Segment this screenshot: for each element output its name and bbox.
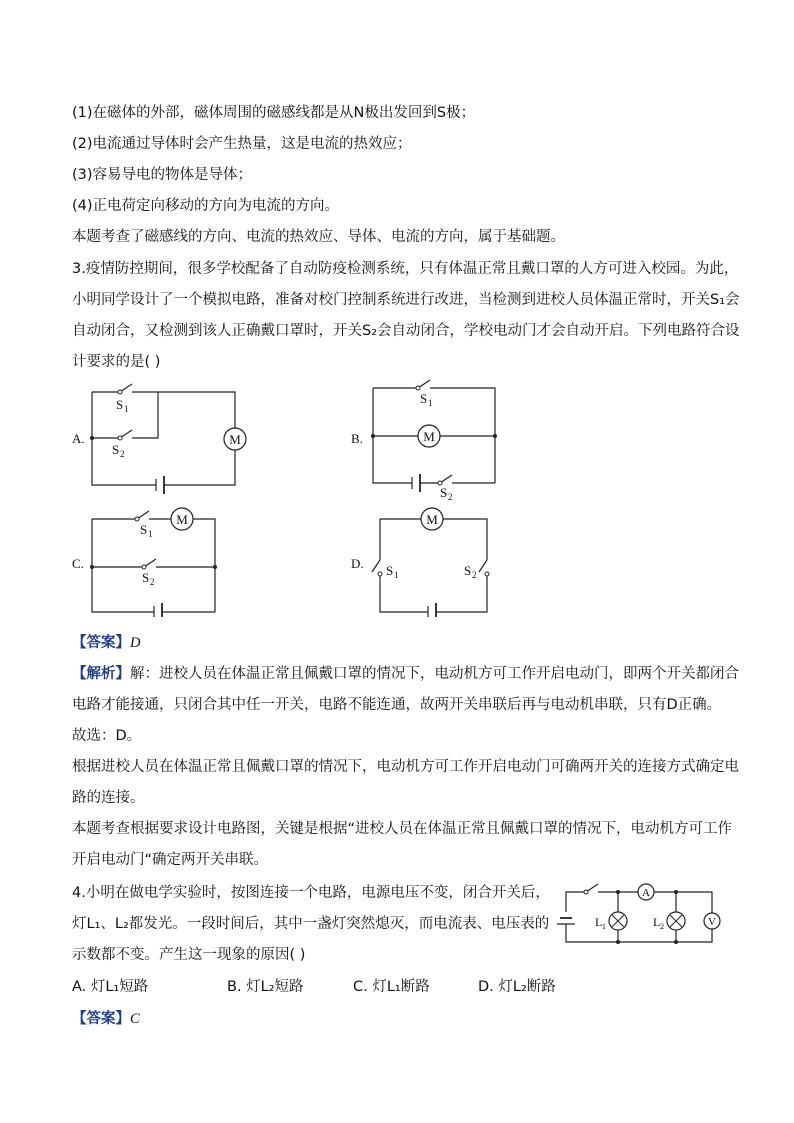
svg-text:1: 1 [428, 398, 433, 408]
note-1: (1)在磁体的外部，磁体周围的磁感线都是从N极出发回到S极； [72, 105, 476, 121]
q3-analysis-2: 电路才能接通，只闭合其中任一开关，电路不能连通，故两开关串联后再与电动机串联，只有D正确。 [72, 697, 722, 713]
q3-analysis-5: 路的连接。 [72, 790, 145, 806]
q4-line-1: 4.小明在做电学实验时，按图连接一个电路，电源电压不变，闭合开关后， [72, 885, 550, 901]
q3-analysis-4: 根据进校人员在体温正常且佩戴口罩的情况下，电动机方可工作开启电动门可确两开关的连接方式确定电 [72, 759, 739, 775]
note-2: (2)电流通过导体时会产生热量，这是电流的热效应； [72, 136, 412, 152]
svg-text:2: 2 [472, 570, 477, 580]
circuit-q4 [556, 878, 736, 948]
svg-text:2: 2 [448, 492, 453, 502]
option-b-label: B. [351, 431, 363, 446]
svg-text:L: L [595, 915, 603, 929]
svg-text:S: S [440, 485, 448, 500]
q3-analysis-3: 故选：D。 [72, 728, 142, 744]
q4-option-a: A. 灯L₁短路 [72, 979, 149, 995]
svg-text:S: S [420, 391, 428, 406]
circuit-c [72, 507, 232, 617]
q4-option-d: D. 灯L₂断路 [478, 979, 556, 995]
q3-line-1: 3.疫情防控期间，很多学校配备了自动防疫检测系统，只有体温正常且戴口罩的人方可进入校园。为此， [72, 261, 739, 277]
svg-text:L: L [653, 915, 661, 929]
q3-answer: 【答案】D [72, 635, 141, 651]
q4-answer: 【答案】C [72, 1011, 140, 1027]
svg-text:M: M [176, 512, 188, 527]
lamp-l1 [609, 912, 627, 930]
svg-text:2: 2 [150, 577, 155, 587]
note-3: (3)容易导电的物体是导体； [72, 167, 253, 183]
q3-analysis-7: 开启电动门“确定两开关串联。 [72, 852, 269, 868]
svg-text:S: S [386, 563, 394, 578]
option-c-label: C. [72, 556, 84, 571]
svg-text:A: A [642, 887, 650, 899]
svg-text:1: 1 [124, 404, 129, 414]
summary-2: 本题考查了磁感线的方向、电流的热效应、导体、电流的方向，属于基础题。 [72, 229, 565, 245]
svg-text:1: 1 [148, 529, 153, 539]
lamp-l2 [667, 912, 685, 930]
q3-line-4: 计要求的是( ) [72, 354, 161, 370]
motor-label: M [229, 432, 241, 447]
svg-text:S: S [112, 442, 120, 457]
q4-option-b: B. 灯L₂短路 [227, 979, 304, 995]
q3-analysis-6: 本题考查根据要求设计电路图，关键是根据“进校人员在体温正常且佩戴口罩的情况下，电动机方可工作 [72, 821, 733, 837]
svg-text:M: M [423, 429, 435, 444]
svg-text:S: S [464, 563, 472, 578]
note-4: (4)正电荷定向移动的方向为电流的方向。 [72, 198, 340, 214]
circuit-d [350, 505, 510, 617]
svg-text:2: 2 [660, 922, 664, 931]
svg-text:S: S [140, 522, 148, 537]
option-d-label: D. [351, 556, 364, 571]
circuit-a [72, 380, 252, 498]
option-a-label: A. [72, 431, 85, 446]
q3-analysis-1: 【解析】解：进校人员在体温正常且佩戴口罩的情况下，电动机方可工作开启电动门，即两个开关都闭合 [72, 666, 739, 682]
svg-text:M: M [426, 512, 438, 527]
q4-option-c: C. 灯L₁断路 [353, 979, 430, 995]
q4-line-2: 灯L₁、L₂都发光。一段时间后，其中一盏灯突然熄灭，而电流表、电压表的 [72, 916, 550, 932]
svg-text:V: V [708, 916, 716, 928]
svg-text:S: S [116, 397, 124, 412]
q3-line-3: 自动闭合，又检测到该人正确戴口罩时，开关S₂会自动闭合，学校电动门才会自动开启。下列电路符合设 [72, 323, 740, 339]
svg-text:1: 1 [394, 570, 399, 580]
svg-text:S: S [142, 570, 150, 585]
circuit-b [350, 378, 510, 503]
q3-line-2: 小明同学设计了一个模拟电路，准备对校门控制系统进行改进，当检测到进校人员体温正常时，开关S₁会 [72, 292, 740, 308]
svg-text:1: 1 [602, 922, 606, 931]
svg-text:2: 2 [120, 449, 125, 459]
q4-line-3: 示数都不变。产生这一现象的原因( ) [72, 947, 306, 963]
